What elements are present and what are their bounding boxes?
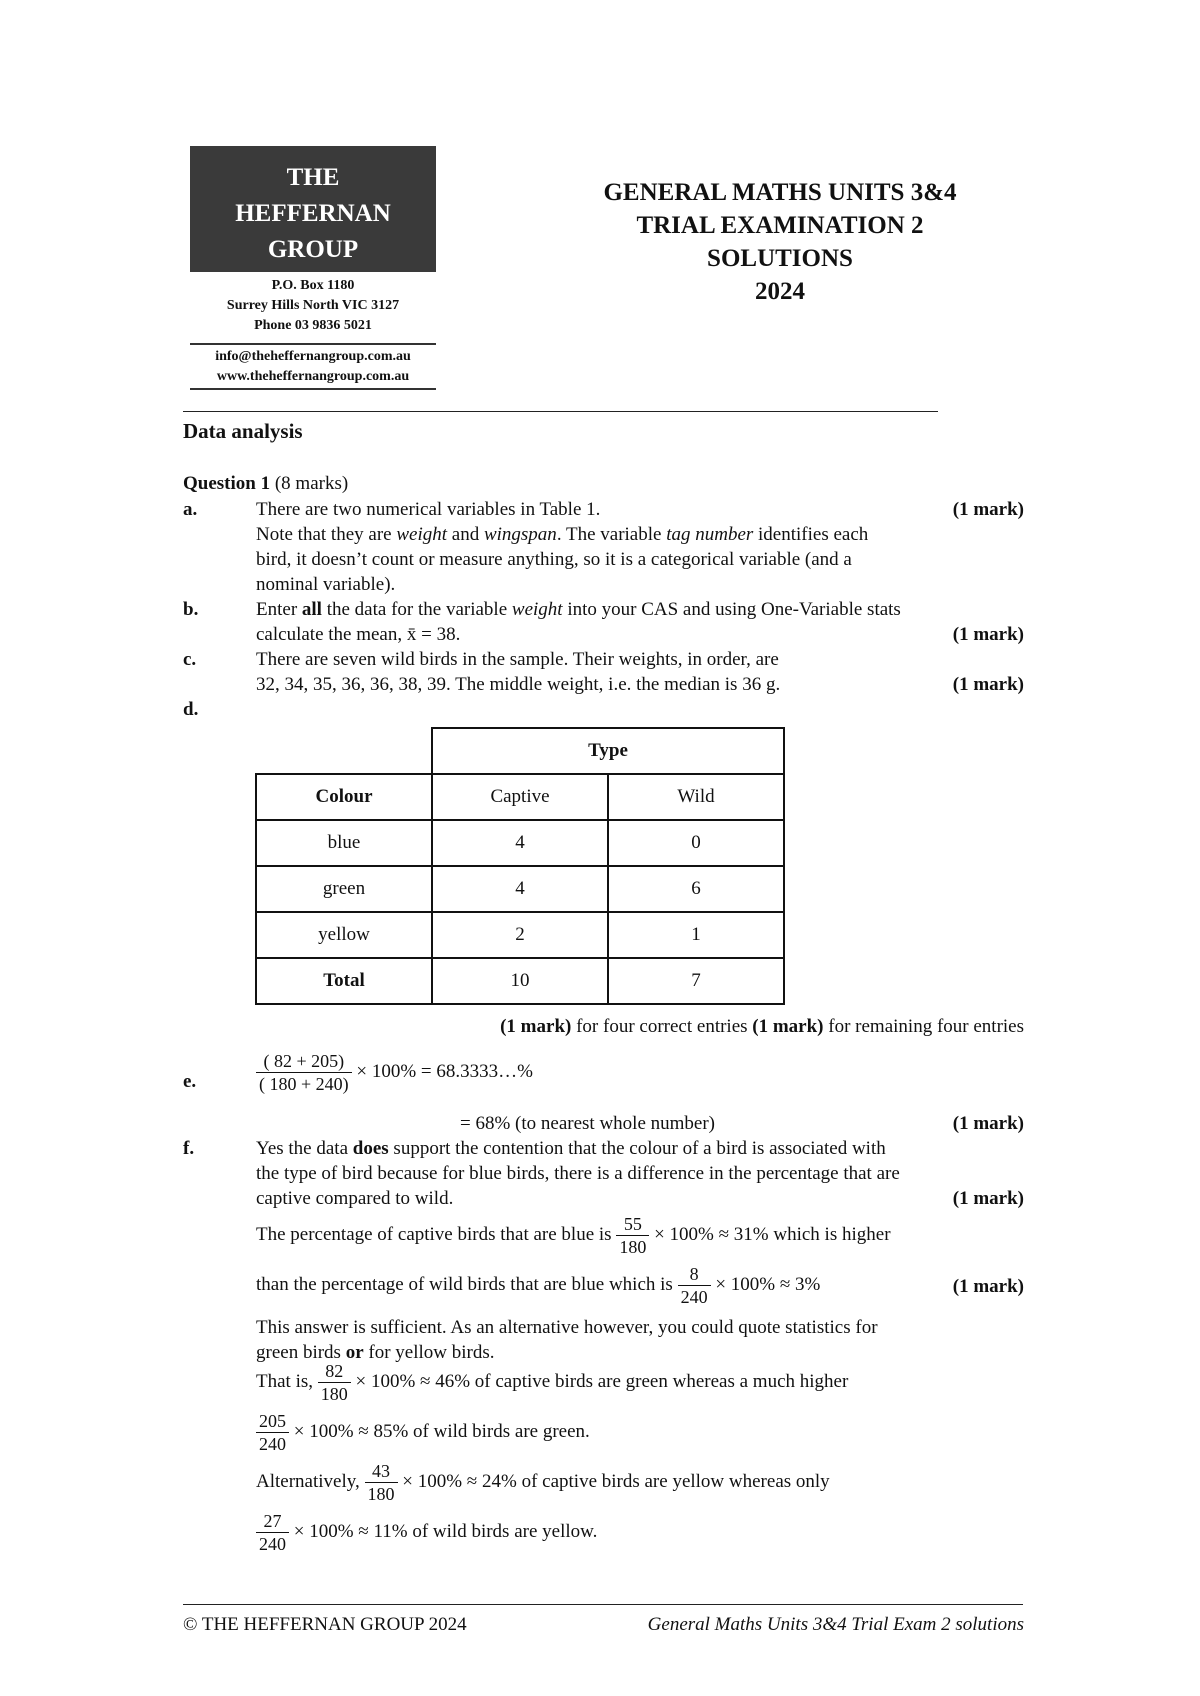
table-cell: green [256, 866, 432, 912]
text-run: for remaining four entries [823, 1016, 1024, 1037]
part-label: a. [183, 499, 198, 520]
text-run: and [447, 524, 484, 545]
fraction [365, 1460, 398, 1505]
numerator: ( 82 + 205) [256, 1050, 352, 1073]
footer-document-name: General Maths Units 3&4 Trial Exam 2 solutions [647, 1614, 1024, 1635]
denominator: ( 180 + 240) [259, 1074, 349, 1094]
expression: × 100% = 68.3333…% [356, 1060, 533, 1082]
question-marks: (8 marks) [274, 473, 349, 494]
denominator: 180 [320, 1384, 348, 1404]
emphasis: does [352, 1138, 389, 1159]
table-cell: yellow [256, 912, 432, 958]
answer-text [256, 522, 868, 547]
part-label: f. [183, 1138, 195, 1159]
answer-text [256, 1460, 830, 1505]
mark-allocation: (1 mark) [952, 1276, 1024, 1297]
denominator: 180 [619, 1237, 647, 1257]
document-title [560, 176, 1000, 308]
table-cell: 2 [432, 912, 608, 958]
answer-text [256, 1263, 820, 1308]
part-label: d. [183, 699, 199, 720]
phone-line: Phone 03 9836 5021 [254, 318, 372, 333]
footer-rule [183, 1604, 1023, 1605]
expression: × 100% ≈ 85% of wild birds are green. [293, 1420, 590, 1442]
answer-text: bird, it doesn’t count or measure anything, so it is a categorical variable (and a [256, 549, 852, 570]
divider [190, 343, 436, 345]
mark-allocation: (1 mark) [952, 674, 1024, 695]
fraction [678, 1263, 711, 1308]
mark-allocation [500, 1014, 1024, 1039]
table-row [256, 958, 784, 1004]
text-run: into your CAS and using One-Variable stats [562, 599, 901, 620]
answer-text: There are two numerical variables in Table 1. [256, 499, 601, 520]
text-run: Note that they are [256, 524, 397, 545]
title-line: SOLUTIONS [707, 245, 853, 272]
table-cell: 4 [432, 866, 608, 912]
table-header: Wild [608, 774, 784, 820]
publisher-logo [190, 146, 436, 272]
text-run: identifies each [753, 524, 869, 545]
variable-name: wingspan [483, 524, 557, 545]
table-row [256, 774, 784, 820]
part-label: c. [183, 649, 197, 670]
answer-text: nominal variable). [256, 574, 396, 595]
answer-text [256, 1510, 597, 1555]
mark-label: (1 mark) [752, 1016, 824, 1037]
expression: × 100% ≈ 11% of wild birds are yellow. [293, 1520, 598, 1542]
contingency-table [255, 727, 785, 1005]
table-cell: 6 [608, 866, 784, 912]
numerator: 205 [256, 1410, 289, 1433]
logo-line: HEFFERNAN [235, 200, 391, 227]
numerator: 27 [256, 1510, 289, 1533]
table-row [256, 820, 784, 866]
publisher-contact [180, 347, 446, 387]
table-cell [256, 728, 432, 774]
table-row [256, 866, 784, 912]
question-label: Question 1 [183, 473, 271, 494]
fraction [256, 1510, 289, 1555]
denominator: 180 [367, 1484, 395, 1504]
table-header: Captive [432, 774, 608, 820]
text-run: support the contention that the colour of a bird is associated with [388, 1138, 886, 1159]
header-rule [183, 411, 938, 412]
denominator: 240 [259, 1534, 286, 1554]
logo-line: THE [286, 164, 340, 191]
fraction [318, 1360, 351, 1405]
section-heading: Data analysis [183, 419, 303, 443]
numerator: 55 [616, 1213, 649, 1236]
numerator: 8 [678, 1263, 711, 1286]
mark-allocation: (1 mark) [952, 499, 1024, 520]
table-row [256, 912, 784, 958]
answer-text: captive compared to wild. [256, 1188, 454, 1209]
text-run: for four correct entries [571, 1016, 753, 1037]
denominator: 240 [680, 1287, 708, 1307]
text-run: Enter [256, 599, 302, 620]
part-label: b. [183, 599, 199, 620]
answer-text: calculate the mean, x̄ = 38. [256, 624, 461, 645]
question-heading [183, 471, 348, 496]
website-text: www.theheffernangroup.com.au [216, 369, 410, 384]
answer-text: 32, 34, 35, 36, 36, 38, 39. The middle weight, i.e. the median is 36 g. [256, 674, 781, 695]
numerator: 43 [365, 1460, 398, 1483]
text-run: The percentage of captive birds that are blue is [256, 1223, 617, 1245]
answer-text: the type of bird because for blue birds, there is a difference in the percentage that are [256, 1163, 900, 1184]
denominator: 240 [259, 1434, 286, 1454]
fraction [256, 1410, 289, 1455]
mark-label: (1 mark) [500, 1016, 572, 1037]
answer-text [256, 1410, 590, 1455]
table-row [256, 728, 784, 774]
answer-text: = 68% (to nearest whole number) [460, 1113, 715, 1134]
text-run: for yellow birds. [363, 1342, 495, 1363]
text-run: green birds [256, 1342, 346, 1363]
numerator: 82 [318, 1360, 351, 1383]
address-line: P.O. Box 1180 [271, 278, 355, 293]
table-header: Type [432, 728, 784, 774]
table-cell: 0 [608, 820, 784, 866]
answer-text: There are seven wild birds in the sample. Their weights, in order, are [256, 649, 779, 670]
expression: × 100% ≈ 3% [715, 1273, 821, 1295]
text-run: . The variable [556, 524, 667, 545]
table-cell: 1 [608, 912, 784, 958]
answer-text [256, 1213, 891, 1258]
text-run: That is, [256, 1370, 318, 1392]
mark-allocation: (1 mark) [952, 1188, 1024, 1209]
percentage-calculation [256, 1050, 533, 1095]
text-run: Alternatively, [256, 1470, 365, 1492]
divider [190, 388, 436, 390]
variable-name: tag number [666, 524, 754, 545]
part-label: e. [183, 1071, 197, 1092]
expression: × 100% ≈ 31% which is higher [654, 1223, 891, 1245]
expression: × 100% ≈ 24% of captive birds are yellow whereas only [402, 1470, 830, 1492]
answer-text [256, 1136, 886, 1161]
variable-name: weight [511, 599, 563, 620]
text-run: than the percentage of wild birds that are blue which is [256, 1273, 678, 1295]
title-line: GENERAL MATHS UNITS 3&4 [603, 179, 957, 206]
table-cell: 4 [432, 820, 608, 866]
address-line: Surrey Hills North VIC 3127 [226, 298, 400, 313]
footer-copyright: © THE HEFFERNAN GROUP 2024 [183, 1614, 467, 1635]
email-text: info@theheffernangroup.com.au [215, 349, 411, 364]
fraction [616, 1213, 649, 1258]
publisher-address [180, 276, 446, 336]
text-run: Yes the data [256, 1138, 353, 1159]
table-cell: 7 [608, 958, 784, 1004]
emphasis: or [345, 1342, 364, 1363]
expression: × 100% ≈ 46% of captive birds are green whereas a much higher [355, 1370, 849, 1392]
text-run: the data for the variable [321, 599, 512, 620]
table-cell: blue [256, 820, 432, 866]
logo-line: GROUP [267, 236, 359, 263]
mark-allocation: (1 mark) [952, 624, 1024, 645]
answer-text [256, 597, 901, 622]
fraction [256, 1050, 352, 1095]
table-header: Colour [256, 774, 432, 820]
table-cell: 10 [432, 958, 608, 1004]
mark-allocation: (1 mark) [952, 1113, 1024, 1134]
title-line: 2024 [755, 278, 805, 305]
answer-text: This answer is sufficient. As an alternative however, you could quote statistics for [256, 1317, 878, 1338]
emphasis: all [301, 599, 322, 620]
answer-text [256, 1360, 848, 1405]
table-cell: Total [256, 958, 432, 1004]
variable-name: weight [396, 524, 448, 545]
title-line: TRIAL EXAMINATION 2 [636, 212, 924, 239]
